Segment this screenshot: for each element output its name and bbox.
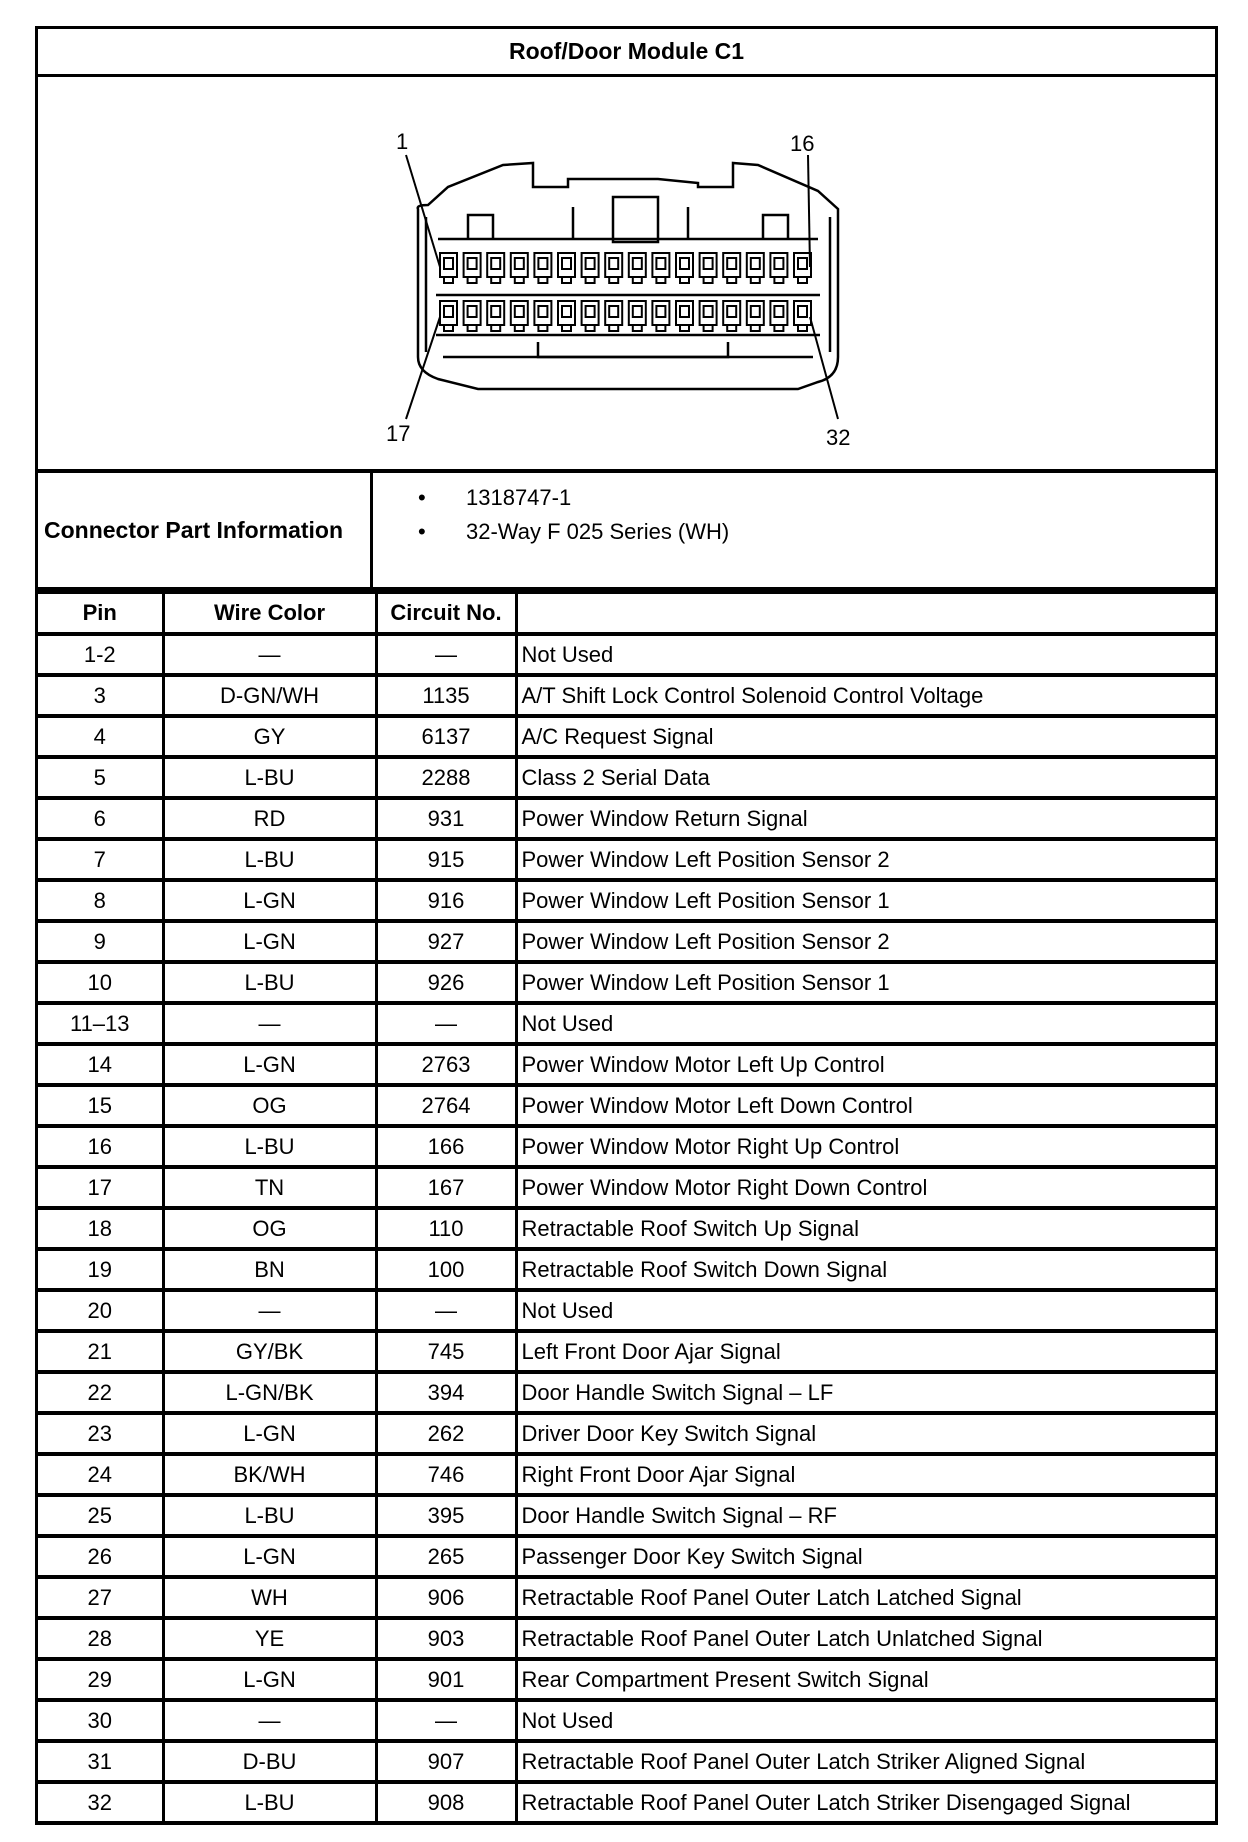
connector-pin-cavity — [487, 301, 504, 331]
cell-pin: 7 — [38, 839, 163, 880]
connector-pin-cavity — [794, 253, 811, 283]
cell-pin: 32 — [38, 1782, 163, 1823]
cell-wire-color: WH — [163, 1577, 376, 1618]
cell-pin: 9 — [38, 921, 163, 962]
cell-pin: 23 — [38, 1413, 163, 1454]
table-row — [38, 1003, 1215, 1044]
cell-pin: 30 — [38, 1700, 163, 1741]
cell-pin: 8 — [38, 880, 163, 921]
header-pin: Pin — [38, 593, 163, 635]
cell-description: Driver Door Key Switch Signal — [516, 1413, 1215, 1454]
cell-pin: 24 — [38, 1454, 163, 1495]
cell-wire-color: RD — [163, 798, 376, 839]
cell-wire-color: D-BU — [163, 1741, 376, 1782]
table-header-row — [38, 593, 1215, 635]
cell-description: Retractable Roof Switch Down Signal — [516, 1249, 1215, 1290]
cell-description: Power Window Motor Right Down Control — [516, 1167, 1215, 1208]
cell-description: Retractable Roof Panel Outer Latch Striker Disengaged Signal — [516, 1782, 1215, 1823]
cell-wire-color: YE — [163, 1618, 376, 1659]
cell-description: Retractable Roof Panel Outer Latch Striker Aligned Signal — [516, 1741, 1215, 1782]
cell-pin: 18 — [38, 1208, 163, 1249]
cell-pin: 3 — [38, 675, 163, 716]
table-row — [38, 1208, 1215, 1249]
table-row — [38, 757, 1215, 798]
pin-label-16: 16 — [790, 131, 815, 156]
pin-label-17: 17 — [386, 421, 411, 446]
cell-description: Power Window Motor Right Up Control — [516, 1126, 1215, 1167]
cell-wire-color: L-BU — [163, 1126, 376, 1167]
cell-description: Rear Compartment Present Switch Signal — [516, 1659, 1215, 1700]
cell-wire-color: OG — [163, 1208, 376, 1249]
connector-pin-cavity — [582, 301, 599, 331]
cell-pin: 28 — [38, 1618, 163, 1659]
header-description — [516, 593, 1215, 635]
connector-face-drawing — [386, 127, 858, 457]
connector-pin-cavity — [794, 301, 811, 331]
connector-info-list — [373, 473, 729, 587]
connector-pin-cavity — [652, 253, 669, 283]
connector-pin-cavity — [605, 253, 622, 283]
cell-wire-color: GY — [163, 716, 376, 757]
cell-wire-color: — — [163, 1700, 376, 1741]
cell-wire-color: — — [163, 1290, 376, 1331]
cell-pin: 6 — [38, 798, 163, 839]
cell-circuit-no: 6137 — [376, 716, 516, 757]
connector-pin-cavity — [511, 301, 528, 331]
cell-description: Door Handle Switch Signal – RF — [516, 1495, 1215, 1536]
cell-pin: 22 — [38, 1372, 163, 1413]
cell-circuit-no: 167 — [376, 1167, 516, 1208]
cell-circuit-no: — — [376, 634, 516, 675]
table-row — [38, 1167, 1215, 1208]
cell-circuit-no: — — [376, 1700, 516, 1741]
cell-circuit-no: 931 — [376, 798, 516, 839]
table-row — [38, 1331, 1215, 1372]
cell-circuit-no: — — [376, 1003, 516, 1044]
table-row — [38, 1618, 1215, 1659]
cell-circuit-no: 262 — [376, 1413, 516, 1454]
cell-wire-color: L-GN/BK — [163, 1372, 376, 1413]
connector-pin-cavity — [652, 301, 669, 331]
connector-pin-cavity — [464, 253, 481, 283]
pinout-table — [38, 591, 1215, 1825]
cell-pin: 17 — [38, 1167, 163, 1208]
table-row — [38, 921, 1215, 962]
table-row — [38, 1659, 1215, 1700]
connector-pin-cavity — [723, 301, 740, 331]
cell-wire-color: L-GN — [163, 1044, 376, 1085]
cell-pin: 11–13 — [38, 1003, 163, 1044]
connector-pin-cavity — [558, 253, 575, 283]
cell-pin: 21 — [38, 1331, 163, 1372]
cell-pin: 1-2 — [38, 634, 163, 675]
table-row — [38, 962, 1215, 1003]
cell-wire-color: L-GN — [163, 1413, 376, 1454]
table-row — [38, 1290, 1215, 1331]
table-row — [38, 1782, 1215, 1823]
cell-pin: 31 — [38, 1741, 163, 1782]
cell-description: Power Window Motor Left Up Control — [516, 1044, 1215, 1085]
connector-series: • 32-Way F 025 Series (WH) — [418, 515, 729, 549]
cell-circuit-no: 906 — [376, 1577, 516, 1618]
connector-pin-cavity — [747, 253, 764, 283]
cell-description: Power Window Left Position Sensor 1 — [516, 962, 1215, 1003]
cell-pin: 14 — [38, 1044, 163, 1085]
connector-pin-cavity — [534, 301, 551, 331]
cell-wire-color: BK/WH — [163, 1454, 376, 1495]
cell-wire-color: L-BU — [163, 1495, 376, 1536]
table-row — [38, 1249, 1215, 1290]
connector-pin-cavity — [676, 253, 693, 283]
cell-description: Not Used — [516, 1700, 1215, 1741]
cell-circuit-no: 745 — [376, 1331, 516, 1372]
table-row — [38, 880, 1215, 921]
cell-circuit-no: 1135 — [376, 675, 516, 716]
cell-circuit-no: 2764 — [376, 1085, 516, 1126]
cell-description: Class 2 Serial Data — [516, 757, 1215, 798]
connector-pin-cavity — [700, 301, 717, 331]
cell-pin: 10 — [38, 962, 163, 1003]
connector-pin-cavity — [558, 301, 575, 331]
page-title: Roof/Door Module C1 — [38, 29, 1215, 77]
cell-description: Power Window Left Position Sensor 2 — [516, 839, 1215, 880]
table-row — [38, 1126, 1215, 1167]
cell-wire-color: TN — [163, 1167, 376, 1208]
connector-info-label: Connector Part Information — [38, 473, 373, 587]
connector-pin-cavity — [770, 301, 787, 331]
cell-circuit-no: 901 — [376, 1659, 516, 1700]
header-circuit-no: Circuit No. — [376, 593, 516, 635]
cell-pin: 25 — [38, 1495, 163, 1536]
cell-wire-color: L-BU — [163, 757, 376, 798]
cell-wire-color: GY/BK — [163, 1331, 376, 1372]
cell-wire-color: — — [163, 1003, 376, 1044]
part-number: • 1318747-1 — [418, 481, 729, 515]
cell-wire-color: D-GN/WH — [163, 675, 376, 716]
cell-circuit-no: 166 — [376, 1126, 516, 1167]
table-row — [38, 1536, 1215, 1577]
cell-circuit-no: 916 — [376, 880, 516, 921]
connector-pin-cavity — [464, 301, 481, 331]
cell-wire-color: L-BU — [163, 962, 376, 1003]
table-row — [38, 634, 1215, 675]
table-row — [38, 1741, 1215, 1782]
connector-pin-cavity — [770, 253, 787, 283]
connector-pin-cavity — [440, 301, 457, 331]
cell-wire-color: L-GN — [163, 880, 376, 921]
cell-circuit-no: 915 — [376, 839, 516, 880]
cell-circuit-no: 110 — [376, 1208, 516, 1249]
connector-sheet — [35, 26, 1218, 1825]
cell-pin: 19 — [38, 1249, 163, 1290]
connector-pin-cavity — [582, 253, 599, 283]
connector-pin-cavity — [511, 253, 528, 283]
table-row — [38, 1372, 1215, 1413]
cell-pin: 16 — [38, 1126, 163, 1167]
cell-circuit-no: — — [376, 1290, 516, 1331]
table-row — [38, 1044, 1215, 1085]
cell-pin: 20 — [38, 1290, 163, 1331]
cell-wire-color: — — [163, 634, 376, 675]
cell-description: Not Used — [516, 1003, 1215, 1044]
connector-pin-cavity — [747, 301, 764, 331]
cell-description: Power Window Motor Left Down Control — [516, 1085, 1215, 1126]
table-row — [38, 798, 1215, 839]
cell-pin: 27 — [38, 1577, 163, 1618]
cell-circuit-no: 2288 — [376, 757, 516, 798]
cell-wire-color: L-BU — [163, 839, 376, 880]
table-row — [38, 716, 1215, 757]
connector-part-information — [38, 473, 1215, 591]
cell-description: Left Front Door Ajar Signal — [516, 1331, 1215, 1372]
cell-pin: 26 — [38, 1536, 163, 1577]
table-row — [38, 1413, 1215, 1454]
connector-pin-cavity — [676, 301, 693, 331]
cell-circuit-no: 927 — [376, 921, 516, 962]
cell-wire-color: L-GN — [163, 1659, 376, 1700]
table-row — [38, 1085, 1215, 1126]
cell-wire-color: L-GN — [163, 1536, 376, 1577]
cell-description: Retractable Roof Panel Outer Latch Latched Signal — [516, 1577, 1215, 1618]
connector-pin-cavity — [629, 253, 646, 283]
header-wire-color: Wire Color — [163, 593, 376, 635]
cell-pin: 5 — [38, 757, 163, 798]
connector-pin-cavity — [534, 253, 551, 283]
cell-circuit-no: 265 — [376, 1536, 516, 1577]
cell-circuit-no: 908 — [376, 1782, 516, 1823]
cell-pin: 15 — [38, 1085, 163, 1126]
cell-circuit-no: 395 — [376, 1495, 516, 1536]
cell-description: Retractable Roof Switch Up Signal — [516, 1208, 1215, 1249]
cell-circuit-no: 2763 — [376, 1044, 516, 1085]
cell-circuit-no: 100 — [376, 1249, 516, 1290]
cell-wire-color: L-GN — [163, 921, 376, 962]
connector-diagram — [38, 77, 1215, 473]
cell-description: Power Window Left Position Sensor 2 — [516, 921, 1215, 962]
pin-label-1: 1 — [396, 129, 409, 154]
table-row — [38, 1495, 1215, 1536]
cell-description: Passenger Door Key Switch Signal — [516, 1536, 1215, 1577]
connector-pin-cavity — [700, 253, 717, 283]
connector-pin-cavity — [440, 253, 457, 283]
cell-description: Right Front Door Ajar Signal — [516, 1454, 1215, 1495]
connector-pin-cavity — [605, 301, 622, 331]
cell-pin: 4 — [38, 716, 163, 757]
cell-pin: 29 — [38, 1659, 163, 1700]
cell-description: Door Handle Switch Signal – LF — [516, 1372, 1215, 1413]
cell-circuit-no: 926 — [376, 962, 516, 1003]
pin-label-32: 32 — [826, 425, 851, 450]
cell-description: Power Window Left Position Sensor 1 — [516, 880, 1215, 921]
connector-pin-cavity — [487, 253, 504, 283]
table-row — [38, 839, 1215, 880]
cell-circuit-no: 907 — [376, 1741, 516, 1782]
cell-description: Retractable Roof Panel Outer Latch Unlatched Signal — [516, 1618, 1215, 1659]
table-row — [38, 1454, 1215, 1495]
cell-description: Not Used — [516, 1290, 1215, 1331]
cell-circuit-no: 903 — [376, 1618, 516, 1659]
cell-wire-color: L-BU — [163, 1782, 376, 1823]
table-row — [38, 1700, 1215, 1741]
cell-description: A/C Request Signal — [516, 716, 1215, 757]
cell-description: Power Window Return Signal — [516, 798, 1215, 839]
cell-description: A/T Shift Lock Control Solenoid Control Voltage — [516, 675, 1215, 716]
cell-circuit-no: 394 — [376, 1372, 516, 1413]
cell-circuit-no: 746 — [376, 1454, 516, 1495]
cell-description: Not Used — [516, 634, 1215, 675]
connector-pin-cavity — [629, 301, 646, 331]
cell-wire-color: OG — [163, 1085, 376, 1126]
cell-wire-color: BN — [163, 1249, 376, 1290]
table-row — [38, 675, 1215, 716]
connector-pin-cavity — [723, 253, 740, 283]
table-row — [38, 1577, 1215, 1618]
